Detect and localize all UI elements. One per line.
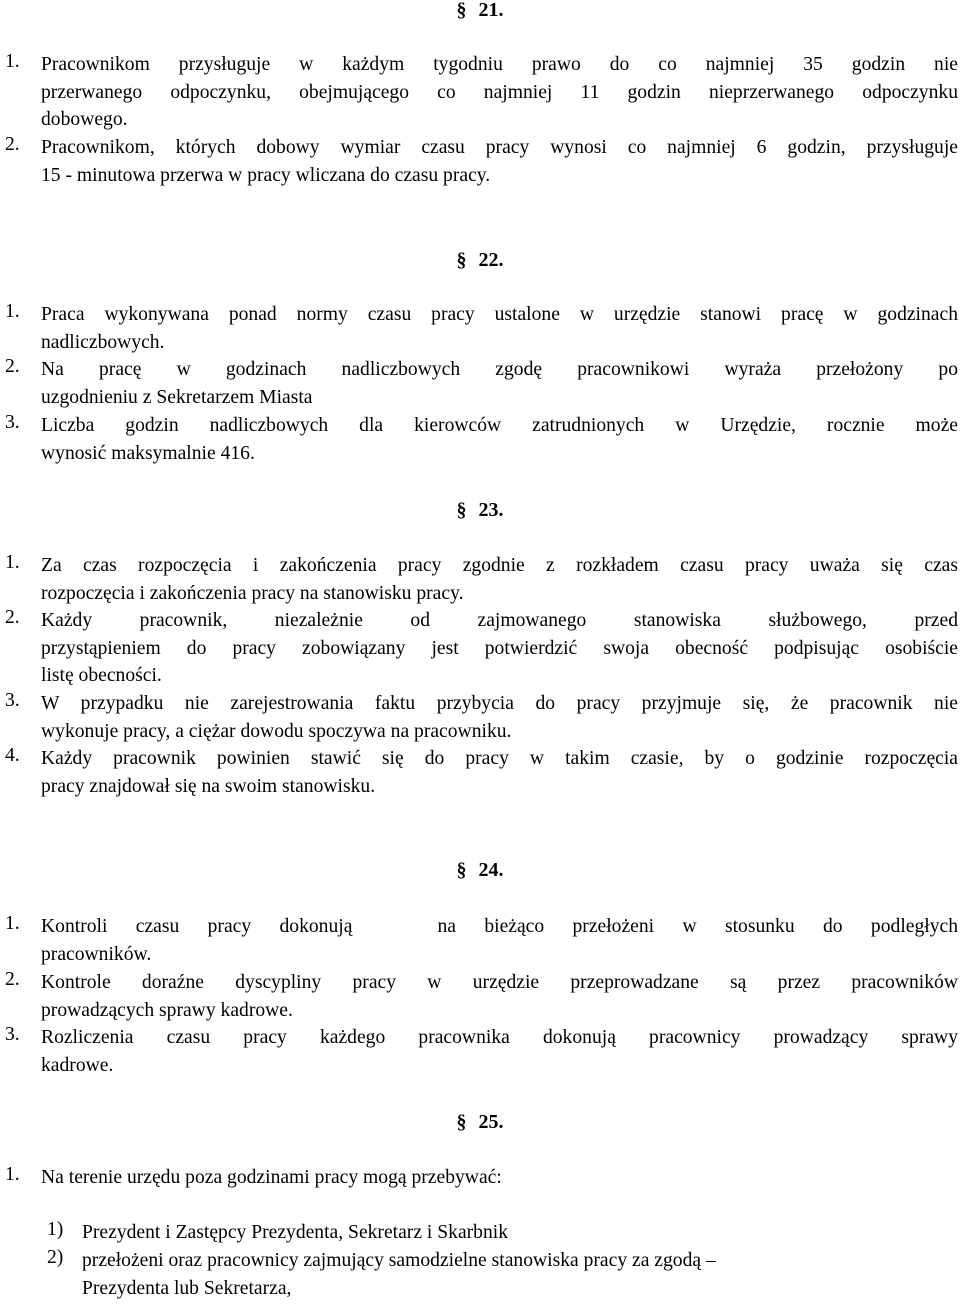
text-line: wykonuje pracy, a ciężar dowodu spoczywa na pracowniku. xyxy=(41,720,512,742)
paragraph-text xyxy=(41,356,958,411)
text-line: nadliczbowych. xyxy=(41,331,165,353)
paragraph-text xyxy=(41,51,958,134)
paragraph-number: 2. xyxy=(5,356,20,377)
text-line: prowadzących sprawy kadrowe. xyxy=(41,999,293,1021)
text-line: Na pracę w godzinach nadliczbowych zgodę pracownikowi wyraża przełożony po xyxy=(41,359,958,380)
paragraph-text xyxy=(41,1024,958,1079)
text-line: Na terenie urzędu poza godzinami pracy mogą przebywać: xyxy=(41,1167,502,1188)
subitem-number: 1) xyxy=(47,1219,64,1240)
section-number: 21. xyxy=(478,0,504,21)
paragraph-number: 1. xyxy=(5,1164,20,1185)
text-line: Każdy pracownik powinien stawić się do pracy w takim czasie, by o godzinie rozpoczęcia xyxy=(41,748,958,769)
paragraph-number: 2. xyxy=(5,969,20,990)
text-line: Liczba godzin nadliczbowych dla kierowców zatrudnionych w Urzędzie, rocznie może xyxy=(41,415,958,436)
text-line: Kontrole doraźne dyscypliny pracy w urzędzie przeprowadzane są przez pracowników xyxy=(41,972,958,993)
text-line: przystąpieniem do pracy zobowiązany jest potwierdzić swoja obecność podpisując osobiście xyxy=(41,637,958,659)
text-line: wynosić maksymalnie 416. xyxy=(41,442,255,464)
paragraph-text xyxy=(41,690,958,745)
paragraph-text xyxy=(41,969,958,1024)
section-number: 22. xyxy=(478,249,504,271)
paragraph-number: 3. xyxy=(5,1024,20,1045)
text-line: Za czas rozpoczęcia i zakończenia pracy zgodnie z rozkładem czasu pracy uważa się czas xyxy=(41,555,958,576)
paragraph-number: 3. xyxy=(5,412,20,433)
section-number: 25. xyxy=(478,1111,504,1133)
paragraph-number: 2. xyxy=(5,607,20,628)
paragraph-number: 1. xyxy=(5,51,20,72)
paragraph-number: 1. xyxy=(5,552,20,573)
text-line: przerwanego odpoczynku, obejmującego co najmniej 11 godzin nieprzerwanego odpoczynku xyxy=(41,81,958,103)
text-line: Praca wykonywana ponad normy czasu pracy ustalone w urzędzie stanowi pracę w godzinach xyxy=(41,304,958,325)
section-number: 23. xyxy=(478,499,504,521)
text-line: rozpoczęcia i zakończenia pracy na stanowisku pracy. xyxy=(41,582,464,604)
text-line: pracy znajdował się na swoim stanowisku. xyxy=(41,775,376,797)
text-line: Rozliczenia czasu pracy każdego pracownika dokonują pracownicy prowadzący sprawy xyxy=(41,1027,958,1048)
paragraph-text xyxy=(41,412,958,467)
text-line: dobowego. xyxy=(41,109,128,130)
text-line: Każdy pracownik, niezależnie od zajmowanego stanowiska służbowego, przed xyxy=(41,610,958,631)
subitem-text xyxy=(82,1219,952,1247)
text-line: Prezydenta lub Sekretarza, xyxy=(82,1277,292,1299)
text-line: Pracownikom przysługuje w każdym tygodniu prawo do co najmniej 35 godzin nie xyxy=(41,54,958,75)
section-number: 24. xyxy=(478,859,504,881)
text-line: uzgodnieniu z Sekretarzem Miasta xyxy=(41,386,313,408)
section-symbol: § xyxy=(456,499,467,521)
paragraph-text xyxy=(41,552,958,607)
paragraph-number: 1. xyxy=(5,301,20,322)
section-symbol: § xyxy=(456,859,467,881)
paragraph-text xyxy=(41,607,958,690)
paragraph-number: 3. xyxy=(5,690,20,711)
subitem-text xyxy=(82,1247,952,1302)
paragraph-text xyxy=(41,913,958,968)
text-line: Prezydent i Zastępcy Prezydenta, Sekretarz i Skarbnik xyxy=(82,1222,509,1243)
text-line: Kontroli czasu pracy dokonują na bieżąco przełożeni w stosunku do podległych xyxy=(41,916,958,937)
section-symbol: § xyxy=(456,0,467,21)
subitem-number: 2) xyxy=(47,1247,64,1268)
section-heading-25 xyxy=(0,1110,960,1134)
text-line: 15 - minutowa przerwa w pracy wliczana do czasu pracy. xyxy=(41,164,491,186)
paragraph-text xyxy=(41,134,958,189)
paragraph-number: 1. xyxy=(5,913,20,934)
paragraph-text xyxy=(41,745,958,800)
section-heading-23 xyxy=(0,498,960,522)
text-line: kadrowe. xyxy=(41,1054,114,1076)
text-line: W przypadku nie zarejestrowania faktu przybycia do pracy przyjmuje się, że pracownik nie xyxy=(41,693,958,714)
section-heading-21 xyxy=(0,0,960,22)
section-heading-24 xyxy=(0,858,960,882)
section-heading-22 xyxy=(0,248,960,272)
text-line: Pracownikom, których dobowy wymiar czasu pracy wynosi co najmniej 6 godzin, przysługuje xyxy=(41,137,958,158)
text-line: listę obecności. xyxy=(41,665,162,686)
section-symbol: § xyxy=(456,249,467,271)
paragraph-text xyxy=(41,301,958,356)
paragraph-number: 2. xyxy=(5,134,20,155)
paragraph-text xyxy=(41,1164,958,1192)
paragraph-number: 4. xyxy=(5,745,20,766)
text-line: przełożeni oraz pracownicy zajmujący samodzielne stanowiska pracy za zgodą – xyxy=(82,1250,716,1271)
text-line: pracowników. xyxy=(41,943,152,965)
section-symbol: § xyxy=(456,1111,467,1133)
